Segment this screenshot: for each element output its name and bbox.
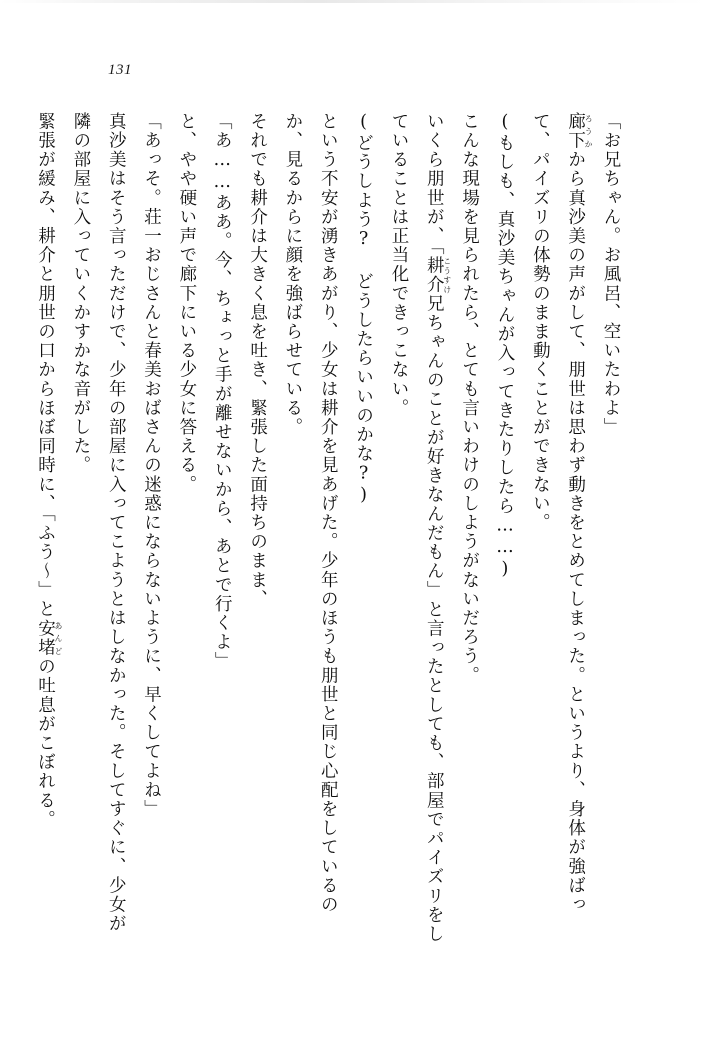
scan-edge-artifact xyxy=(0,0,706,3)
paragraph: それでも耕介は大きく息を吐き、緊張した面持ちのまま、 xyxy=(247,112,268,609)
paragraph: という不安が湧きあがり、少女は耕介を見あげた。少年のほうも朋世と同じ心配をしているのか、見るからに顔を強ばらせている。 xyxy=(282,112,339,915)
body-text-vertical xyxy=(35,112,628,952)
paragraph: と、やや硬い声で廊下にいる少女に答える。 xyxy=(176,112,197,494)
paragraph: 真沙美はそう言っただけで、少年の部屋に入ってこようとはしなかった。そしてすぐに、少女が隣の部屋に入っていくかすかな音がした。 xyxy=(70,112,127,934)
paragraph: (どうしよう? どうしたらいいのかな?) xyxy=(353,112,374,507)
paragraph: (もしも、真沙美ちゃんが入ってきたりしたら……) xyxy=(494,112,515,581)
page-number: 131 xyxy=(108,62,132,78)
paragraph: いくら朋世が、「耕介こうすけ兄ちゃんのことが好きなんだもん」と言ったとしても、部屋でパイズリをしていることは正当化できっこない。 xyxy=(388,112,452,944)
paragraph: 緊張が緩み、耕介と朋世の口からほぼ同時に、「ふう〜」と安堵あんどの吐息がこぼれる。 xyxy=(35,112,63,830)
paragraph: 「お兄ちゃん。お風呂、空いたわよ」 xyxy=(601,112,621,437)
paragraph: 廊下ろうかから真沙美の声がして、朋世は思わず動きをとめてしまった。というより、身体が強ばって、パイズリの体勢のまま動くことができない。 xyxy=(530,112,594,915)
paragraph: こんな現場を見られたら、とても言いわけのしようがないだろう。 xyxy=(459,112,480,685)
ruby-annotation: 安堵あんど xyxy=(35,618,63,658)
ruby-annotation: 廊下ろうか xyxy=(565,112,594,151)
paragraph: 「あっそ。荘一おじさんと春美おばさんの迷惑にならないように、早くしてよね」 xyxy=(141,112,162,819)
paragraph: 「あ……ああ。今、ちょっと手が離せないから、あとで行くよ」 xyxy=(212,112,233,671)
ruby-annotation: 耕介こうすけ xyxy=(424,256,452,295)
